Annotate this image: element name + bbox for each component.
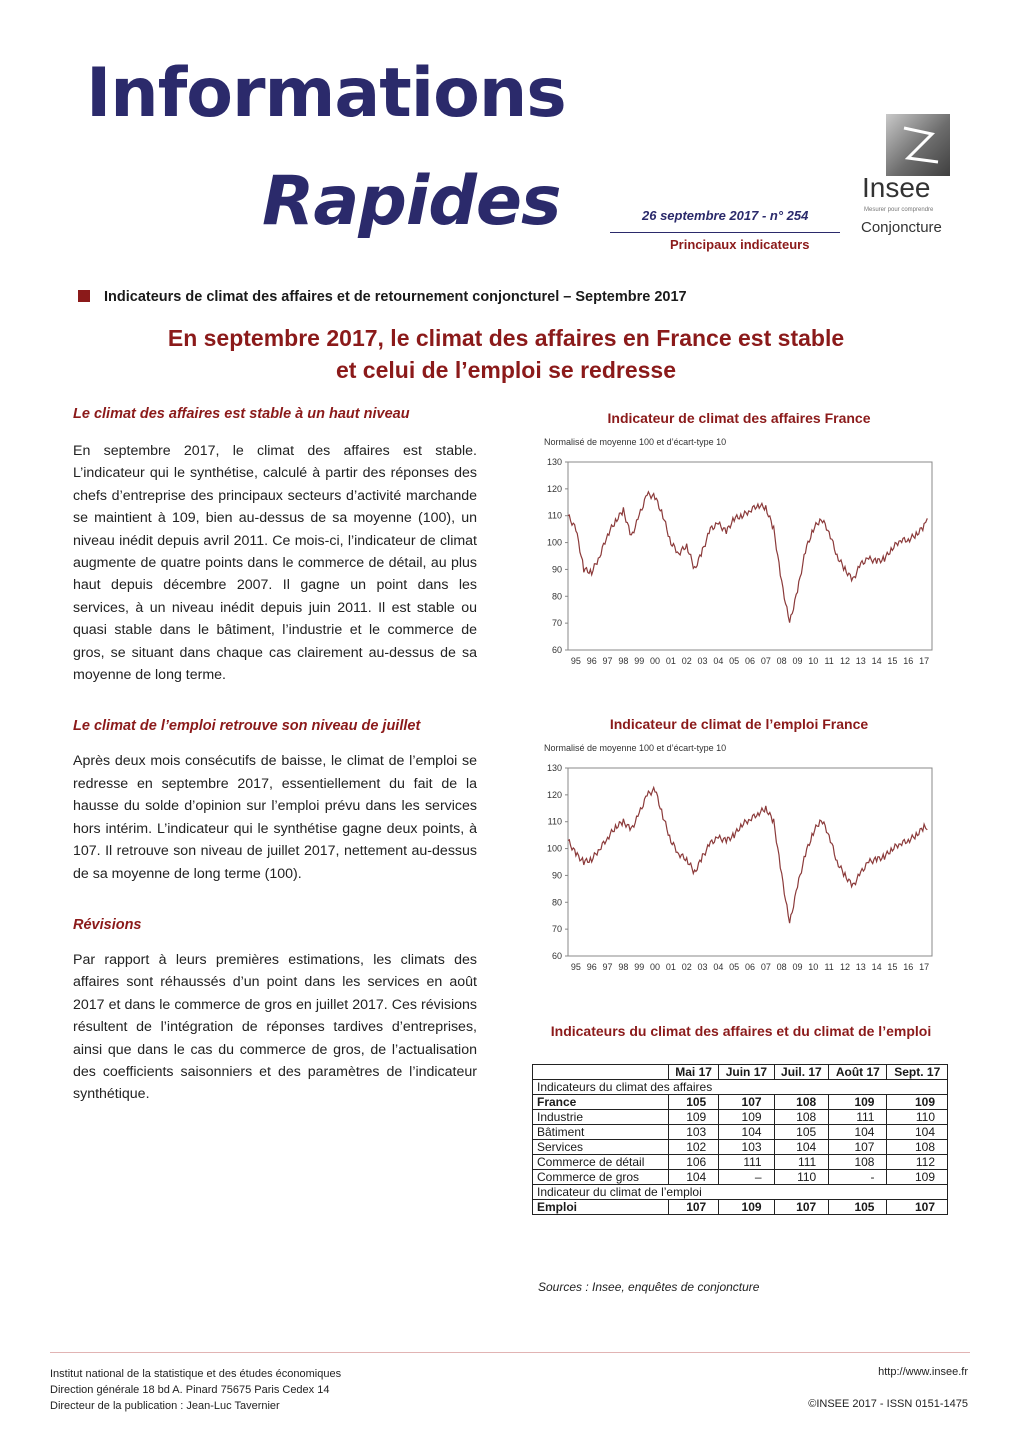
x-tick-label: 04 — [713, 962, 724, 972]
masthead-title-line2: Rapides — [262, 162, 561, 241]
y-tick-label: 80 — [551, 897, 562, 908]
issue-date: 26 septembre 2017 - n° 254 — [642, 208, 809, 223]
x-tick-label: 06 — [744, 962, 756, 972]
x-tick-label: 15 — [887, 962, 898, 972]
table-row — [533, 1170, 948, 1185]
footer-url-link[interactable]: http://www.insee.fr — [878, 1366, 968, 1378]
x-tick-label: 95 — [570, 962, 581, 972]
y-tick-label: 70 — [551, 618, 562, 629]
logo-emblem-icon — [886, 114, 950, 176]
x-tick-label: 17 — [919, 962, 930, 972]
x-tick-label: 03 — [697, 962, 708, 972]
x-tick-label: 14 — [871, 962, 882, 972]
x-tick-label: 10 — [808, 962, 819, 972]
table-header-cell: Sept. 17 — [887, 1065, 948, 1080]
x-tick-label: 99 — [634, 656, 645, 666]
chart-title: Indicateur de climat des affaires France — [607, 410, 871, 426]
table-row — [533, 1155, 948, 1170]
footer-line: Direction générale 18 bd A. Pinard 75675 Paris Cedex 14 — [50, 1384, 330, 1396]
y-tick-label: 90 — [551, 564, 562, 575]
table-row — [533, 1200, 948, 1215]
chart-subtitle: Normalisé de moyenne 100 et d’écart-type 10 — [544, 437, 727, 447]
y-tick-label: 100 — [546, 537, 562, 548]
table-group-label: Indicateurs du climat des affaires — [533, 1080, 948, 1095]
x-tick-label: 12 — [839, 656, 850, 666]
table-row-label: Industrie — [533, 1110, 669, 1125]
table-cell: 109 — [719, 1110, 774, 1125]
x-tick-label: 02 — [681, 656, 692, 666]
plot-frame — [568, 462, 932, 650]
table-header-blank — [533, 1065, 669, 1080]
headline-line2: et celui de l’emploi se redresse — [335, 357, 677, 383]
table-cell: 105 — [774, 1125, 829, 1140]
y-tick-label: 130 — [546, 457, 562, 467]
x-tick-label: 14 — [871, 656, 882, 666]
x-tick-label: 96 — [586, 656, 597, 666]
x-tick-label: 05 — [729, 962, 740, 972]
table-cell: 104 — [774, 1140, 829, 1155]
footer-line: Institut national de la statistique et des études économiques — [50, 1368, 342, 1380]
table-row-label: Bâtiment — [533, 1125, 669, 1140]
logo-name: Insee — [862, 172, 931, 203]
table-group-row — [533, 1185, 948, 1200]
x-tick-label: 08 — [776, 656, 787, 666]
logo-product: Conjoncture — [861, 219, 942, 236]
table-row-label: France — [533, 1095, 669, 1110]
y-tick-label: 120 — [546, 789, 562, 800]
table-cell: 109 — [887, 1170, 948, 1185]
table-header-cell: Mai 17 — [669, 1065, 719, 1080]
kicker-text: Indicateurs de climat des affaires et de retournement conjoncturel – Septembre 2017 — [104, 289, 687, 305]
x-tick-label: 97 — [602, 962, 613, 972]
x-tick-label: 00 — [650, 962, 661, 972]
table-cell: 108 — [774, 1095, 829, 1110]
table-row-label: Services — [533, 1140, 669, 1155]
table-cell: 111 — [774, 1155, 829, 1170]
table-cell: 109 — [829, 1095, 887, 1110]
x-tick-label: 13 — [855, 962, 866, 972]
table-group-row — [533, 1080, 948, 1095]
section-title: Le climat de l’emploi retrouve son niveau de juillet — [73, 718, 421, 735]
y-tick-label: 120 — [546, 483, 562, 494]
table-cell: 107 — [719, 1095, 774, 1110]
headline — [96, 322, 916, 386]
x-tick-label: 96 — [586, 962, 597, 972]
y-tick-label: 110 — [547, 816, 562, 827]
x-tick-label: 05 — [729, 656, 740, 666]
headline-line1: En septembre 2017, le climat des affaires en France est stable — [167, 325, 845, 351]
x-tick-label: 95 — [570, 656, 581, 666]
table-cell: 107 — [774, 1200, 829, 1215]
table-cell: 111 — [829, 1110, 887, 1125]
text-column — [73, 404, 477, 1106]
table-cell: 108 — [829, 1155, 887, 1170]
x-tick-label: 10 — [808, 656, 819, 666]
y-tick-label: 100 — [546, 843, 562, 854]
footer-info — [50, 1366, 341, 1414]
table-cell: 105 — [829, 1200, 887, 1215]
table-source: Sources : Insee, enquêtes de conjoncture — [538, 1280, 760, 1294]
table-cell: 109 — [887, 1095, 948, 1110]
x-tick-label: 11 — [824, 962, 834, 972]
business-climate-chart — [536, 452, 940, 678]
y-tick-label: 110 — [547, 510, 562, 521]
table-header-cell: Juin 17 — [719, 1065, 774, 1080]
table-cell: 104 — [829, 1125, 887, 1140]
section-title: Révisions — [73, 916, 142, 933]
section-text: En septembre 2017, le climat des affaires est stable. L’indicateur qui le synthétise, calculé à partir des réponses des chefs d’entreprise des principaux secteurs d’activité marchande se maintient à 109, bien au-dessus de sa moyenne (100), un niveau inédit depuis avril 2011. Ce mois-ci, l’indicateur de climat augmente de quatre points dans le commerce de détail, au plus haut depuis décembre 2007. Il gagne un point dans les services, à un niveau inédit depuis juin 2011. Il est stable ou quasi stable dans le bâtiment, l’industrie et le commerce de gros, se situant dans chaque cas clairement au-dessus de sa moyenne de long terme. — [73, 443, 477, 684]
x-tick-label: 17 — [919, 656, 930, 666]
table-row — [533, 1140, 948, 1155]
table-header-cell: Juil. 17 — [774, 1065, 829, 1080]
x-tick-label: 07 — [760, 962, 771, 972]
table-cell: 107 — [887, 1200, 948, 1215]
table-row-label: Commerce de détail — [533, 1155, 669, 1170]
x-tick-label: 03 — [697, 656, 708, 666]
section-text: Après deux mois consécutifs de baisse, le climat de l’emploi se redresse en septembre 2017, essentiellement du fait de la hausse du solde d’opinion sur l’emploi prévu dans les services hors intérim. L’indicateur qui le synthétise gagne deux points, à 107. Il retrouve son niveau de juillet 2017, nettement au-dessus de sa moyenne de long terme (100). — [73, 753, 477, 882]
x-tick-label: 08 — [776, 962, 787, 972]
y-tick-label: 70 — [551, 924, 562, 935]
x-tick-label: 98 — [618, 962, 629, 972]
indicators-table — [532, 1064, 948, 1215]
kicker — [78, 289, 687, 305]
table-cell: 110 — [887, 1110, 948, 1125]
x-tick-label: 97 — [602, 656, 613, 666]
x-tick-label: 13 — [855, 656, 866, 666]
footer-rule — [50, 1352, 970, 1353]
table-cell: 108 — [774, 1110, 829, 1125]
table-cell: 107 — [669, 1200, 719, 1215]
x-tick-label: 06 — [744, 656, 756, 666]
x-tick-label: 16 — [903, 656, 914, 666]
table-row — [533, 1110, 948, 1125]
table-title: Indicateurs du climat des affaires et du climat de l’emploi — [550, 1023, 932, 1039]
table-cell: 104 — [719, 1125, 774, 1140]
plot-frame — [568, 768, 932, 956]
issue-category: Principaux indicateurs — [670, 237, 810, 252]
table-cell: 104 — [887, 1125, 948, 1140]
y-tick-label: 80 — [551, 591, 562, 602]
table-cell: 103 — [669, 1125, 719, 1140]
table-cell: 107 — [829, 1140, 887, 1155]
series-line — [568, 492, 927, 623]
series-line — [568, 788, 927, 924]
x-tick-label: 01 — [665, 656, 676, 666]
x-tick-label: 01 — [665, 962, 676, 972]
x-tick-label: 04 — [713, 656, 724, 666]
logo-subtitle: Mesurer pour comprendre — [864, 207, 934, 213]
table-cell: 112 — [887, 1155, 948, 1170]
footer-line: Directeur de la publication : Jean-Luc Tavernier — [50, 1400, 280, 1412]
table-group-label: Indicateur du climat de l’emploi — [533, 1185, 948, 1200]
section-text: Par rapport à leurs premières estimations, les climats des affaires sont réhaussés d’un point dans les services en août 2017 et dans le commerce de gros en juillet 2017. Ces révisions résultent de l’intégration de réponses tardives d’entreprises, ainsi que dans le cas du commerce de gros, de l’actualisation des coefficients saisonniers et des paramètres de l’indicateur synthétique. — [73, 951, 477, 1103]
bullet-square-icon — [78, 290, 90, 302]
table-header-cell: Août 17 — [829, 1065, 887, 1080]
x-tick-label: 12 — [839, 962, 850, 972]
y-tick-label: 90 — [551, 870, 562, 881]
table-row — [533, 1095, 948, 1110]
table-row-label: Commerce de gros — [533, 1170, 669, 1185]
table-cell: 109 — [669, 1110, 719, 1125]
x-tick-label: 07 — [760, 656, 771, 666]
table-cell: 106 — [669, 1155, 719, 1170]
x-tick-label: 15 — [887, 656, 898, 666]
x-tick-label: 09 — [792, 656, 803, 666]
table-cell: 110 — [774, 1170, 829, 1185]
x-tick-label: 02 — [681, 962, 692, 972]
x-tick-label: 09 — [792, 962, 803, 972]
table-cell: 108 — [887, 1140, 948, 1155]
x-tick-label: 16 — [903, 962, 914, 972]
table-cell: - — [829, 1170, 887, 1185]
table-row — [533, 1125, 948, 1140]
table-cell: 103 — [719, 1140, 774, 1155]
section-title: Le climat des affaires est stable à un haut niveau — [73, 406, 410, 422]
x-tick-label: 99 — [634, 962, 645, 972]
x-tick-label: 98 — [618, 656, 629, 666]
table-cell: – — [719, 1170, 774, 1185]
table-cell: 105 — [669, 1095, 719, 1110]
footer-copyright: ©INSEE 2017 - ISSN 0151-1475 — [808, 1398, 968, 1410]
y-tick-label: 130 — [546, 763, 562, 773]
insee-logo — [858, 114, 958, 240]
table-row-label: Emploi — [533, 1200, 669, 1215]
chart-title: Indicateur de climat de l’emploi France — [609, 716, 869, 732]
chart-subtitle: Normalisé de moyenne 100 et d’écart-type 10 — [544, 743, 727, 753]
table-cell: 109 — [719, 1200, 774, 1215]
table-cell: 102 — [669, 1140, 719, 1155]
table-cell: 111 — [719, 1155, 774, 1170]
x-tick-label: 00 — [650, 656, 661, 666]
employment-climate-chart — [536, 758, 940, 984]
masthead-title-line1: Informations — [86, 54, 566, 133]
y-tick-label: 60 — [551, 645, 562, 655]
table-cell: 104 — [669, 1170, 719, 1185]
table-header-row — [533, 1065, 948, 1080]
x-tick-label: 11 — [824, 656, 834, 666]
masthead-rule — [610, 232, 840, 233]
y-tick-label: 60 — [551, 951, 562, 961]
